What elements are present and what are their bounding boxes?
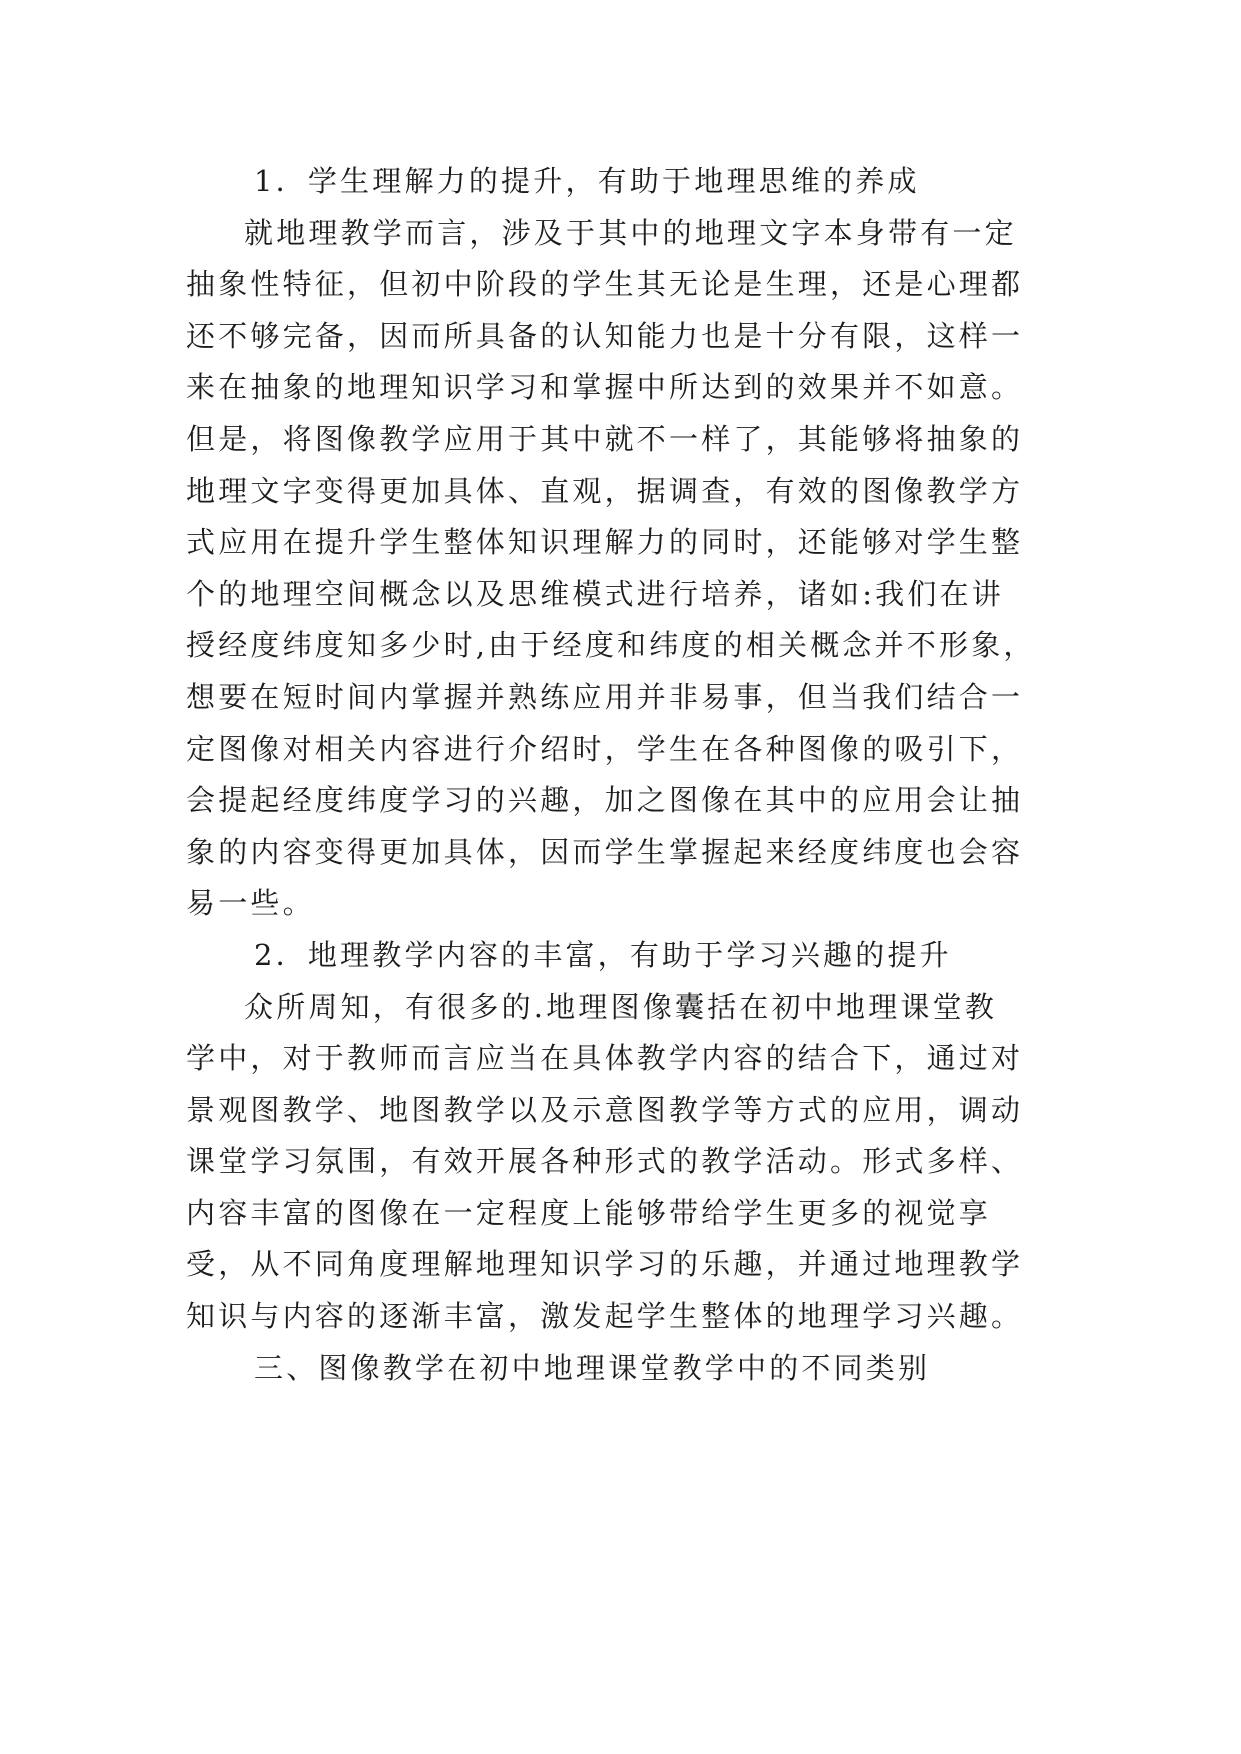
paragraph-line: 授经度纬度知多少时,由于经度和纬度的相关概念并不形象， bbox=[186, 628, 1036, 663]
paragraph-line: 易一些。 bbox=[186, 886, 315, 921]
document-body bbox=[186, 156, 1046, 1394]
paragraph-line: 想要在短时间内掌握并熟练应用并非易事，但当我们结合一 bbox=[186, 679, 1024, 714]
paragraph-line: 就地理教学而言，涉及于其中的地理文字本身带有一定 bbox=[244, 215, 1017, 250]
paragraph-line: 定图像对相关内容进行介绍时，学生在各种图像的吸引下， bbox=[186, 731, 1024, 766]
paragraph-line: 会提起经度纬度学习的兴趣，加之图像在其中的应用会让抽 bbox=[186, 783, 1024, 818]
paragraph-line: 式应用在提升学生整体知识理解力的同时，还能够对学生整 bbox=[186, 525, 1024, 560]
section-heading-3: 三、图像教学在初中地理课堂教学中的不同类别 bbox=[254, 1350, 931, 1385]
paragraph-line: 象的内容变得更加具体，因而学生掌握起来经度纬度也会容 bbox=[186, 834, 1024, 869]
paragraph-line: 个的地理空间概念以及思维模式进行培养，诸如:我们在讲 bbox=[186, 576, 1004, 611]
paragraph-line: 学中，对于教师而言应当在具体教学内容的结合下，通过对 bbox=[186, 1041, 1024, 1076]
paragraph-line: 知识与内容的逐渐丰富，激发起学生整体的地理学习兴趣。 bbox=[186, 1299, 1024, 1334]
paragraph-line: 抽象性特征，但初中阶段的学生其无论是生理，还是心理都 bbox=[186, 267, 1024, 302]
paragraph-line: 地理文字变得更加具体、直观，据调查，有效的图像教学方 bbox=[186, 473, 1024, 508]
paragraph-line: 但是，将图像教学应用于其中就不一样了，其能够将抽象的 bbox=[186, 421, 1024, 456]
section-heading-1: 1．学生理解力的提升，有助于地理思维的养成 bbox=[254, 164, 920, 198]
section-heading-2: 2．地理教学内容的丰富，有助于学习兴趣的提升 bbox=[254, 937, 952, 972]
paragraph-line: 还不够完备，因而所具备的认知能力也是十分有限，这样一 bbox=[186, 318, 1024, 353]
paragraph-line: 来在抽象的地理知识学习和掌握中所达到的效果并不如意。 bbox=[186, 370, 1024, 405]
paragraph-line: 课堂学习氛围，有效开展各种形式的教学活动。形式多样、 bbox=[186, 1144, 1024, 1179]
paragraph-line: 内容丰富的图像在一定程度上能够带给学生更多的视觉享 bbox=[186, 1195, 992, 1230]
paragraph-line: 受，从不同角度理解地理知识学习的乐趣，并通过地理教学 bbox=[186, 1247, 1024, 1282]
paragraph-line: 景观图教学、地图教学以及示意图教学等方式的应用，调动 bbox=[186, 1092, 1024, 1127]
paragraph-line: 众所周知，有很多的.地理图像囊括在初中地理课堂教 bbox=[244, 989, 998, 1024]
